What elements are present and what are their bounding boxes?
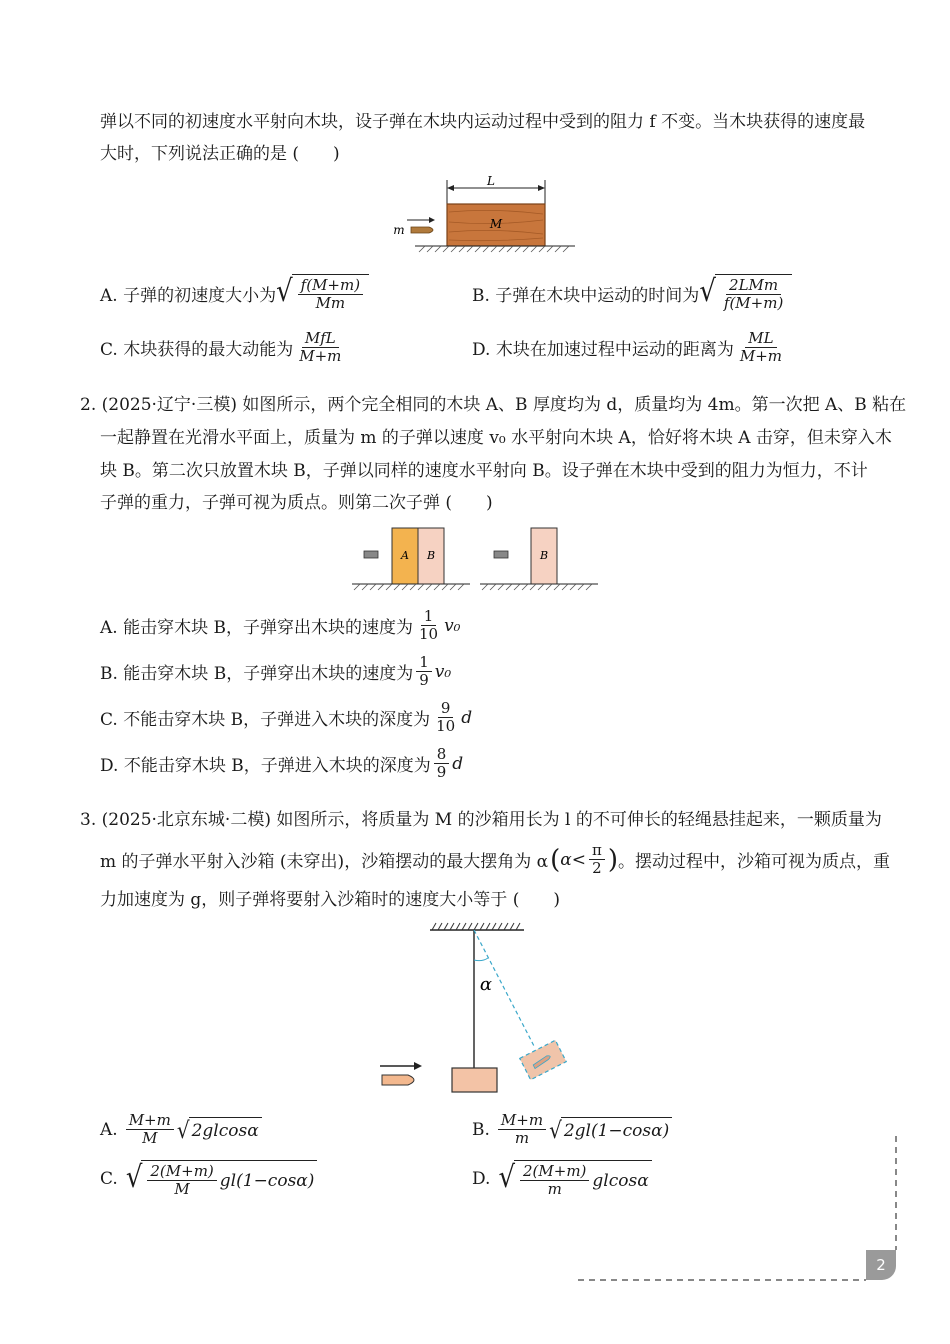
q1-stem-line1: 弹以不同的初速度水平射向木块，设子弹在木块内运动过程中受到的阻力 f 不变。当木块获得的速度最	[100, 112, 866, 132]
q2-figure-blocks	[350, 522, 600, 594]
q1-option-d[interactable]: D. 木块在加速过程中运动的距离为 $\frac{ML}{M+m}$	[472, 329, 782, 365]
q2-option-b[interactable]: B. 能击穿木块 B，子弹穿出木块的速度为 $\frac{1}{9}$ v₀	[100, 653, 452, 689]
q1-stem-line2: 大时，下列说法正确的是 ( )	[100, 144, 340, 164]
bullet-mass-label: m	[393, 223, 405, 237]
page-number: 2	[866, 1250, 896, 1280]
q1-option-c[interactable]: C. 木块获得的最大动能为 $\frac{\text{MfL}}{M+m}$	[100, 329, 342, 365]
q2-stem-line2: 一起静置在光滑水平面上，质量为 m 的子弹以速度 v₀ 水平射向木块 A，恰好将木块 A 击穿，但未穿入木	[100, 428, 892, 448]
q2-stem-line4: 子弹的重力，子弹可视为质点。则第二次子弹 ( )	[100, 493, 493, 513]
svg-text:B: B	[539, 549, 549, 562]
q2-option-c[interactable]: C. 不能击穿木块 B，子弹进入木块的深度为 $\frac{9}{10}$ d	[100, 699, 473, 735]
q2-stem-line1: 2. (2025·辽宁·三模) 如图所示，两个完全相同的木块 A、B 厚度均为 d，质量均为 4m。第一次把 A、B 粘在	[80, 395, 907, 415]
q1-option-a[interactable]: A. 子弹的初速度大小为 √ $\frac{f(M+m)}{Mm}$	[100, 274, 369, 312]
bullet-icon-2	[494, 551, 508, 558]
q3-option-a[interactable]: A. $\frac{M+m}{M}$ √ 2glcosα	[100, 1112, 262, 1147]
q3-stem-line1: 3. (2025·北京东城·二模) 如图所示，将质量为 M 的沙箱用长为 l 的不可伸长的轻绳悬挂起来，一颗质量为	[80, 810, 882, 830]
bullet-icon	[382, 1075, 414, 1085]
q3-stem-line3: 力加速度为 g，则子弹将要射入沙箱时的速度大小等于 ( )	[100, 890, 560, 910]
q3-option-b[interactable]: B. $\frac{M+m}{m}$ √ 2gl(1−cosα)	[472, 1112, 672, 1147]
svg-text:A: A	[401, 549, 409, 562]
svg-text:B: B	[426, 549, 436, 562]
length-label: L	[487, 174, 495, 188]
q1-option-b[interactable]: B. 子弹在木块中运动的时间为 √ $\frac{\text{2LMm}}{f(M+m)}$	[472, 274, 792, 312]
bullet-icon	[411, 227, 433, 233]
q2-stem-line3: 块 B。第二次只放置木块 B，子弹以同样的速度水平射向 B。设子弹在木块中受到的阻力为恒力，不计	[100, 461, 868, 481]
sandbox	[452, 1068, 497, 1092]
q1-figure-bullet-block	[385, 172, 575, 258]
bullet-icon	[364, 551, 378, 558]
q2-option-a[interactable]: A. 能击穿木块 B，子弹穿出木块的速度为 $\frac{1}{10}$ v₀	[100, 607, 461, 643]
q3-option-d[interactable]: D. √ $\frac{2(M+m)}{m}$ glcosα	[472, 1160, 652, 1198]
q3-figure-pendulum	[372, 920, 582, 1100]
q3-stem-line2: m 的子弹水平射入沙箱 (未穿出)，沙箱摆动的最大摆角为 α ( α< $\frac{\pi}{2}$ ) 。摆动过程中，沙箱可视为质点，重	[100, 841, 890, 877]
page-corner-border	[570, 1130, 910, 1290]
q3-option-c[interactable]: C. √ $\frac{2(M+m)}{M}$ gl(1−cosα)	[100, 1160, 317, 1198]
angle-label: α	[479, 974, 493, 995]
block-mass-label: M	[489, 217, 503, 231]
q2-option-d[interactable]: D. 不能击穿木块 B，子弹进入木块的深度为 $\frac{8}{9}$ d	[100, 745, 464, 781]
